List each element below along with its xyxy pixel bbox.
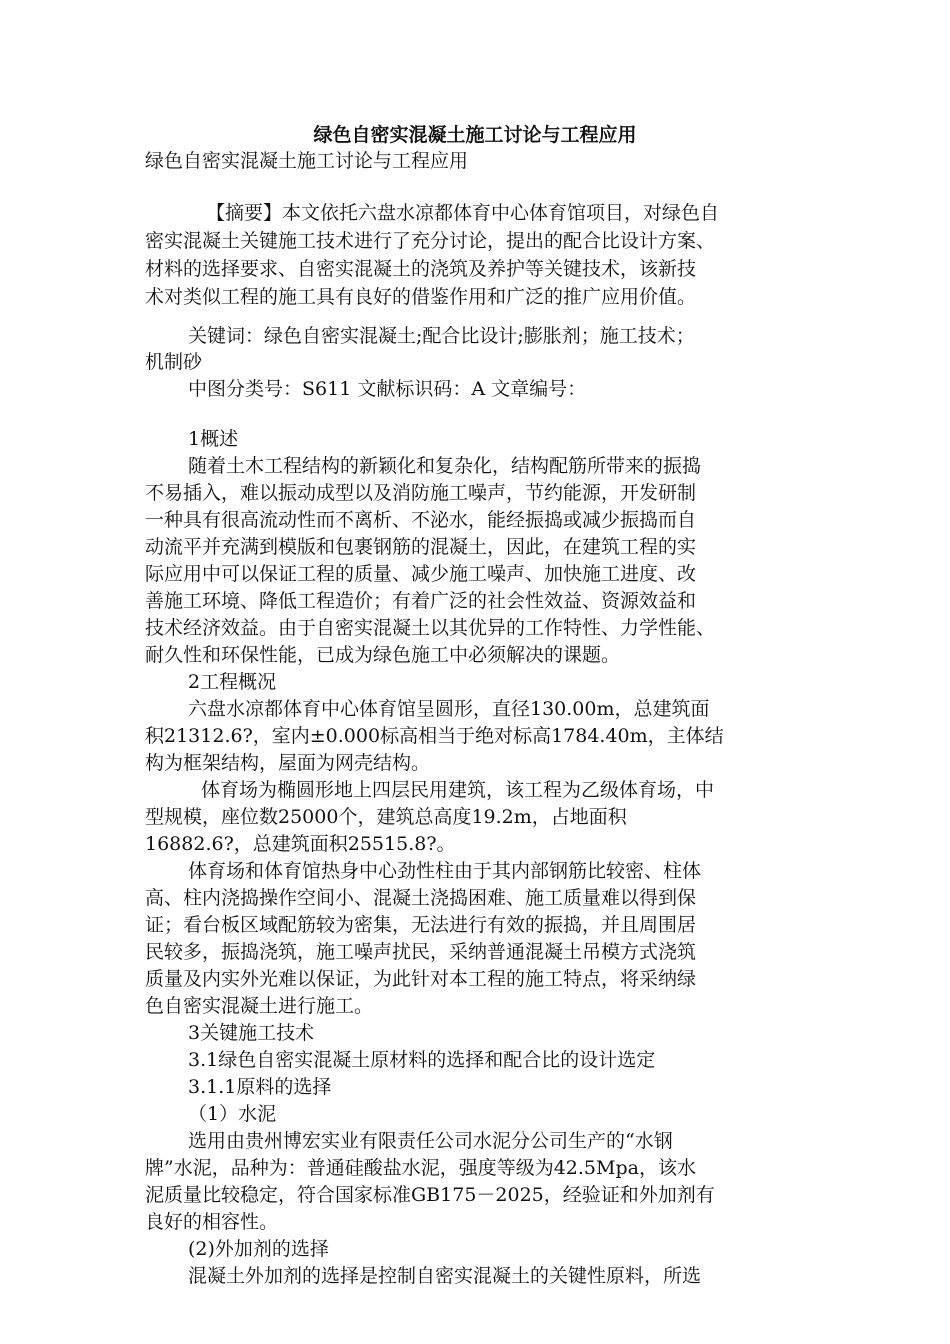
abstract-line: 材料的选择要求、自密实混凝土的浇筑及养护等关键技术，该新技 [145,258,697,280]
body-line: 积21312.6?，室内±0.000标高相当于绝对标高1784.40m，主体结 [145,725,724,747]
body-line: 选用由贵州博宏实业有限责任公司水泥分公司生产的“水钢 [188,1130,673,1152]
body-line: 随着土木工程结构的新颖化和复杂化，结构配筋所带来的振捣 [188,455,702,477]
item-heading: (2)外加剂的选择 [188,1238,329,1260]
section-heading: 3关键施工技术 [188,1022,315,1044]
body-line: 动流平并充满到模版和包裹钢筋的混凝土，因此，在建筑工程的实 [145,536,697,558]
body-line: 体育场为椭圆形地上四层民用建筑，该工程为乙级体育场，中 [201,779,715,801]
abstract-line: 密实混凝土关键施工技术进行了充分讨论，提出的配合比设计方案、 [145,230,716,252]
body-line: 一种具有很高流动性而不离析、不泌水，能经振捣或减少振捣而自 [145,509,697,531]
body-line: 16882.6?，总建筑面积25515.8?。 [145,833,456,855]
section-heading: 2工程概况 [188,671,277,693]
body-line: 善施工环境、降低工程造价；有着广泛的社会性效益、资源效益和 [145,590,697,612]
body-line: 牌”水泥，品种为：普通硅酸盐水泥，强度等级为42.5Mpa，该水 [145,1157,696,1179]
body-line: 高、柱内浇捣操作空间小、混凝土浇捣困难、施工质量难以得到保 [145,887,697,909]
abstract-line: 【摘要】本文依托六盘水凉都体育中心体育馆项目，对绿色自 [206,202,720,224]
body-line: 泥质量比较稳定，符合国家标准GB175－2025，经验证和外加剂有 [145,1184,715,1206]
subsection-heading: 3.1绿色自密实混凝土原材料的选择和配合比的设计选定 [188,1049,656,1071]
subtitle-line: 绿色自密实混凝土施工讨论与工程应用 [145,150,469,172]
body-line: 混凝土外加剂的选择是控制自密实混凝土的关键性原料，所选 [188,1265,702,1287]
body-line: 民较多，振捣浇筑，施工噪声扰民，采纳普通混凝土吊模方式浇筑 [145,941,697,963]
body-line: 色自密实混凝土进行施工。 [145,995,374,1017]
body-line: 构为框架结构，屋面为网壳结构。 [145,752,431,774]
body-line: 质量及内实外光难以保证，为此针对本工程的施工特点，将采纳绿 [145,968,697,990]
item-heading: （1）水泥 [188,1103,277,1125]
classification-line: 中图分类号：S611 文献标识码：A 文章编号： [188,378,587,400]
body-line: 良好的相容性。 [145,1211,279,1233]
section-heading: 1概述 [188,428,239,450]
body-line: 证；看台板区域配筋较为密集，无法进行有效的振捣，并且周围居 [145,914,697,936]
document-title: 绿色自密实混凝土施工讨论与工程应用 [313,124,637,146]
subsection-heading: 3.1.1原料的选择 [188,1076,332,1098]
abstract-line: 术对类似工程的施工具有良好的借鉴作用和广泛的推广应用价值。 [145,286,697,308]
body-line: 际应用中可以保证工程的质量、减少施工噪声、加快施工进度、改 [145,563,697,585]
body-line: 技术经济效益。由于自密实混凝土以其优异的工作特性、力学性能、 [145,617,716,639]
keywords-line: 机制砂 [145,351,203,373]
body-line: 耐久性和环保性能，已成为绿色施工中必须解决的课题。 [145,644,621,666]
body-line: 体育场和体育馆热身中心劲性柱由于其内部钢筋比较密、柱体 [188,860,702,882]
body-line: 不易插入，难以振动成型以及消防施工噪声，节约能源，开发研制 [145,482,697,504]
body-line: 六盘水凉都体育中心体育馆呈圆形，直径130.00m，总建筑面 [188,698,710,720]
keywords-line: 关键词：绿色自密实混凝土;配合比设计;膨胀剂；施工技术； [188,325,695,347]
body-line: 型规模，座位数25000个，建筑总高度19.2m，占地面积 [145,806,627,828]
